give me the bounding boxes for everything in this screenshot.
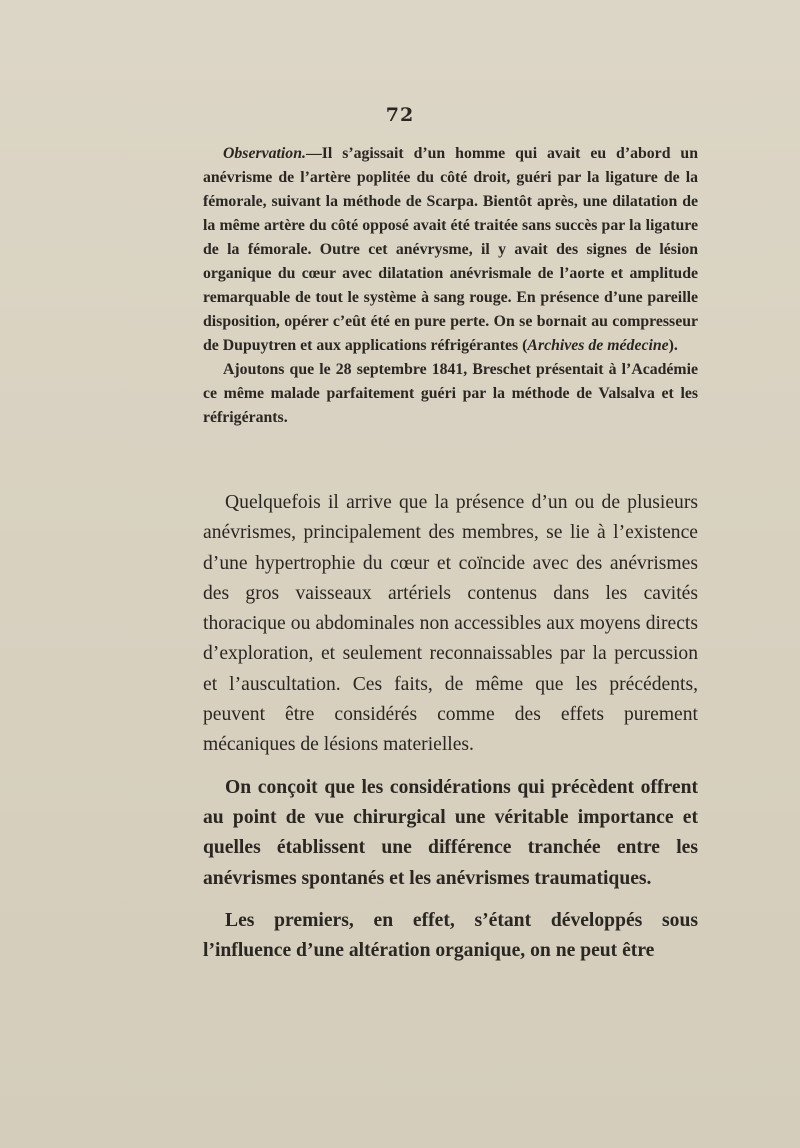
body-paragraph-1: Quelquefois il arrive que la présence d’un ou de plusieurs anévrismes, principalement des membres, se lie à l’existence d’une hypertrophie du cœur et coïncide avec des anévrismes des gros vaisseaux artériels contenus dans les cavités thoracique ou abdominales non accessibles aux moyens directs d’exploration, et seulement reconnaissables par la percussion et l’auscultation. Ces faits, de même que les précédents, peuvent être considérés comme des effets purement mécaniques de lésions materielles. [203, 492, 698, 756]
observation-addendum: Ajoutons que le 28 septembre 1841, Breschet présentait à l’Académie ce même malade parfaitement guéri par la méthode de Valsalva et les réfrigérants. [203, 361, 698, 426]
body-paragraph-3: Les premiers, en effet, s’étant développés sous l’influence d’une altération organique, on ne peut être [203, 909, 698, 962]
observation-source: Archives de médecine [527, 337, 669, 354]
main-text [203, 488, 698, 966]
observation-label: Observation. [223, 145, 306, 162]
observation-block [203, 142, 698, 430]
observation-text: —Il s’agissait d’un homme qui avait eu d’abord un anévrisme de l’artère poplitée du côté droit, guéri par la ligature de la fémorale, suivant la méthode de Scarpa. Bientôt après, une dilatation de la même artère du côté opposé avait été traitée sans succès par la ligature de la fémorale. Outre cet anévrysme, il y avait des signes de lésion organique du cœur avec dilatation anévrismale de l’aorte et amplitude remarquable de tout le système à sang rouge. En présence d’une pareille disposition, opérer c’eût été en pure perte. On se bornait au compresseur de Dupuytren et aux applications réfrigérantes ( [203, 145, 698, 354]
observation-text-end: ). [668, 337, 678, 354]
observation-paragraph [203, 142, 698, 358]
page-number: 72 [385, 104, 415, 126]
body-paragraph-2: On conçoit que les considérations qui précèdent offrent au point de vue chirurgical une véritable importance et quelles établissent une différence tranchée entre les anévrismes spontanés et les anévrismes traumatiques. [203, 776, 698, 889]
